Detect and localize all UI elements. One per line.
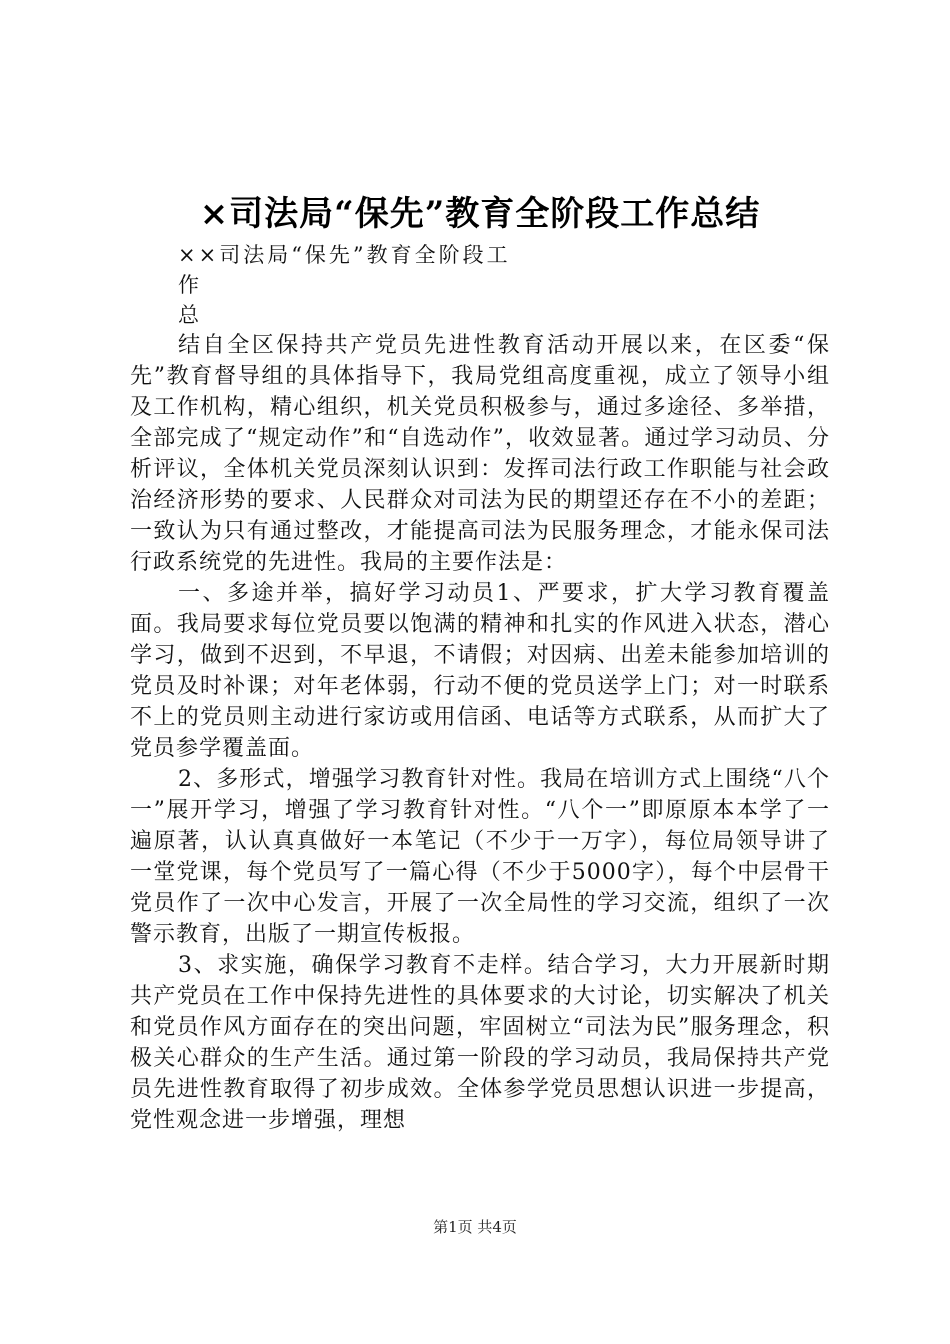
paragraph: 结自全区保持共产党员先进性教育活动开展以来，在区委“保先”教育督导组的具体指导下，我局党组高度重视，成立了领导小组及工作机构，精心组织，机关党员积极参与，通过多途径、多举措，全部完成了“规定动作”和“自选动作”，收效显著。通过学习动员、分析评议，全体机关党员深刻认识到：发挥司法行政工作职能与社会政治经济形势的要求、人民群众对司法为民的期望还存在不小的差距；一致认为只有通过整改，才能提高司法为民服务理念，才能永保司法行政系统党的先进性。我局的主要作法是： [130,333,830,575]
paragraph: 一、多途并举，搞好学习动员1、严要求，扩大学习教育覆盖面。我局要求每位党员要以饱满的精神和扎实的作风进入状态，潜心学习，做到不迟到，不早退，不请假；对因病、出差未能参加培训的党员及时补课；对年老体弱，行动不便的党员送学上门；对一时联系不上的党员则主动进行家访或用信函、电话等方式联系，从而扩大了党员参学覆盖面。 [130,581,830,761]
subtitle-line: 总 [178,303,202,327]
paragraph: 2、多形式，增强学习教育针对性。我局在培训方式上围绕“八个一”展开学习，增强了学习教育针对性。“八个一”即原原本本学了一遍原著，认认真真做好一本笔记（不少于一万字），每位局领导讲了一堂党课，每个党员写了一篇心得（不少于5000字），每个中层骨干党员作了一次中心发言，开展了一次全局性的学习交流，组织了一次警示教育，出版了一期宣传板报。 [130,767,830,947]
subtitle-line: ××司法局“保先”教育全阶段工 [178,243,511,267]
document-body [130,330,830,1136]
paragraph: 3、求实施，确保学习教育不走样。结合学习，大力开展新时期共产党员在工作中保持先进性的具体要求的大讨论，切实解决了机关和党员作风方面存在的突出问题，牢固树立“司法为民”服务理念，积极关心群众的生产生活。通过第一阶段的学习动员，我局保持共产党员先进性教育取得了初步成效。全体参学党员思想认识进一步提高，党性观念进一步增强，理想 [130,953,830,1133]
document-title: ×司法局“保先”教育全阶段工作总结 [199,194,761,234]
document-subtitle [178,240,511,330]
subtitle-line: 作 [178,273,202,297]
page-number-footer: 第1页 共4页 [433,1218,517,1236]
